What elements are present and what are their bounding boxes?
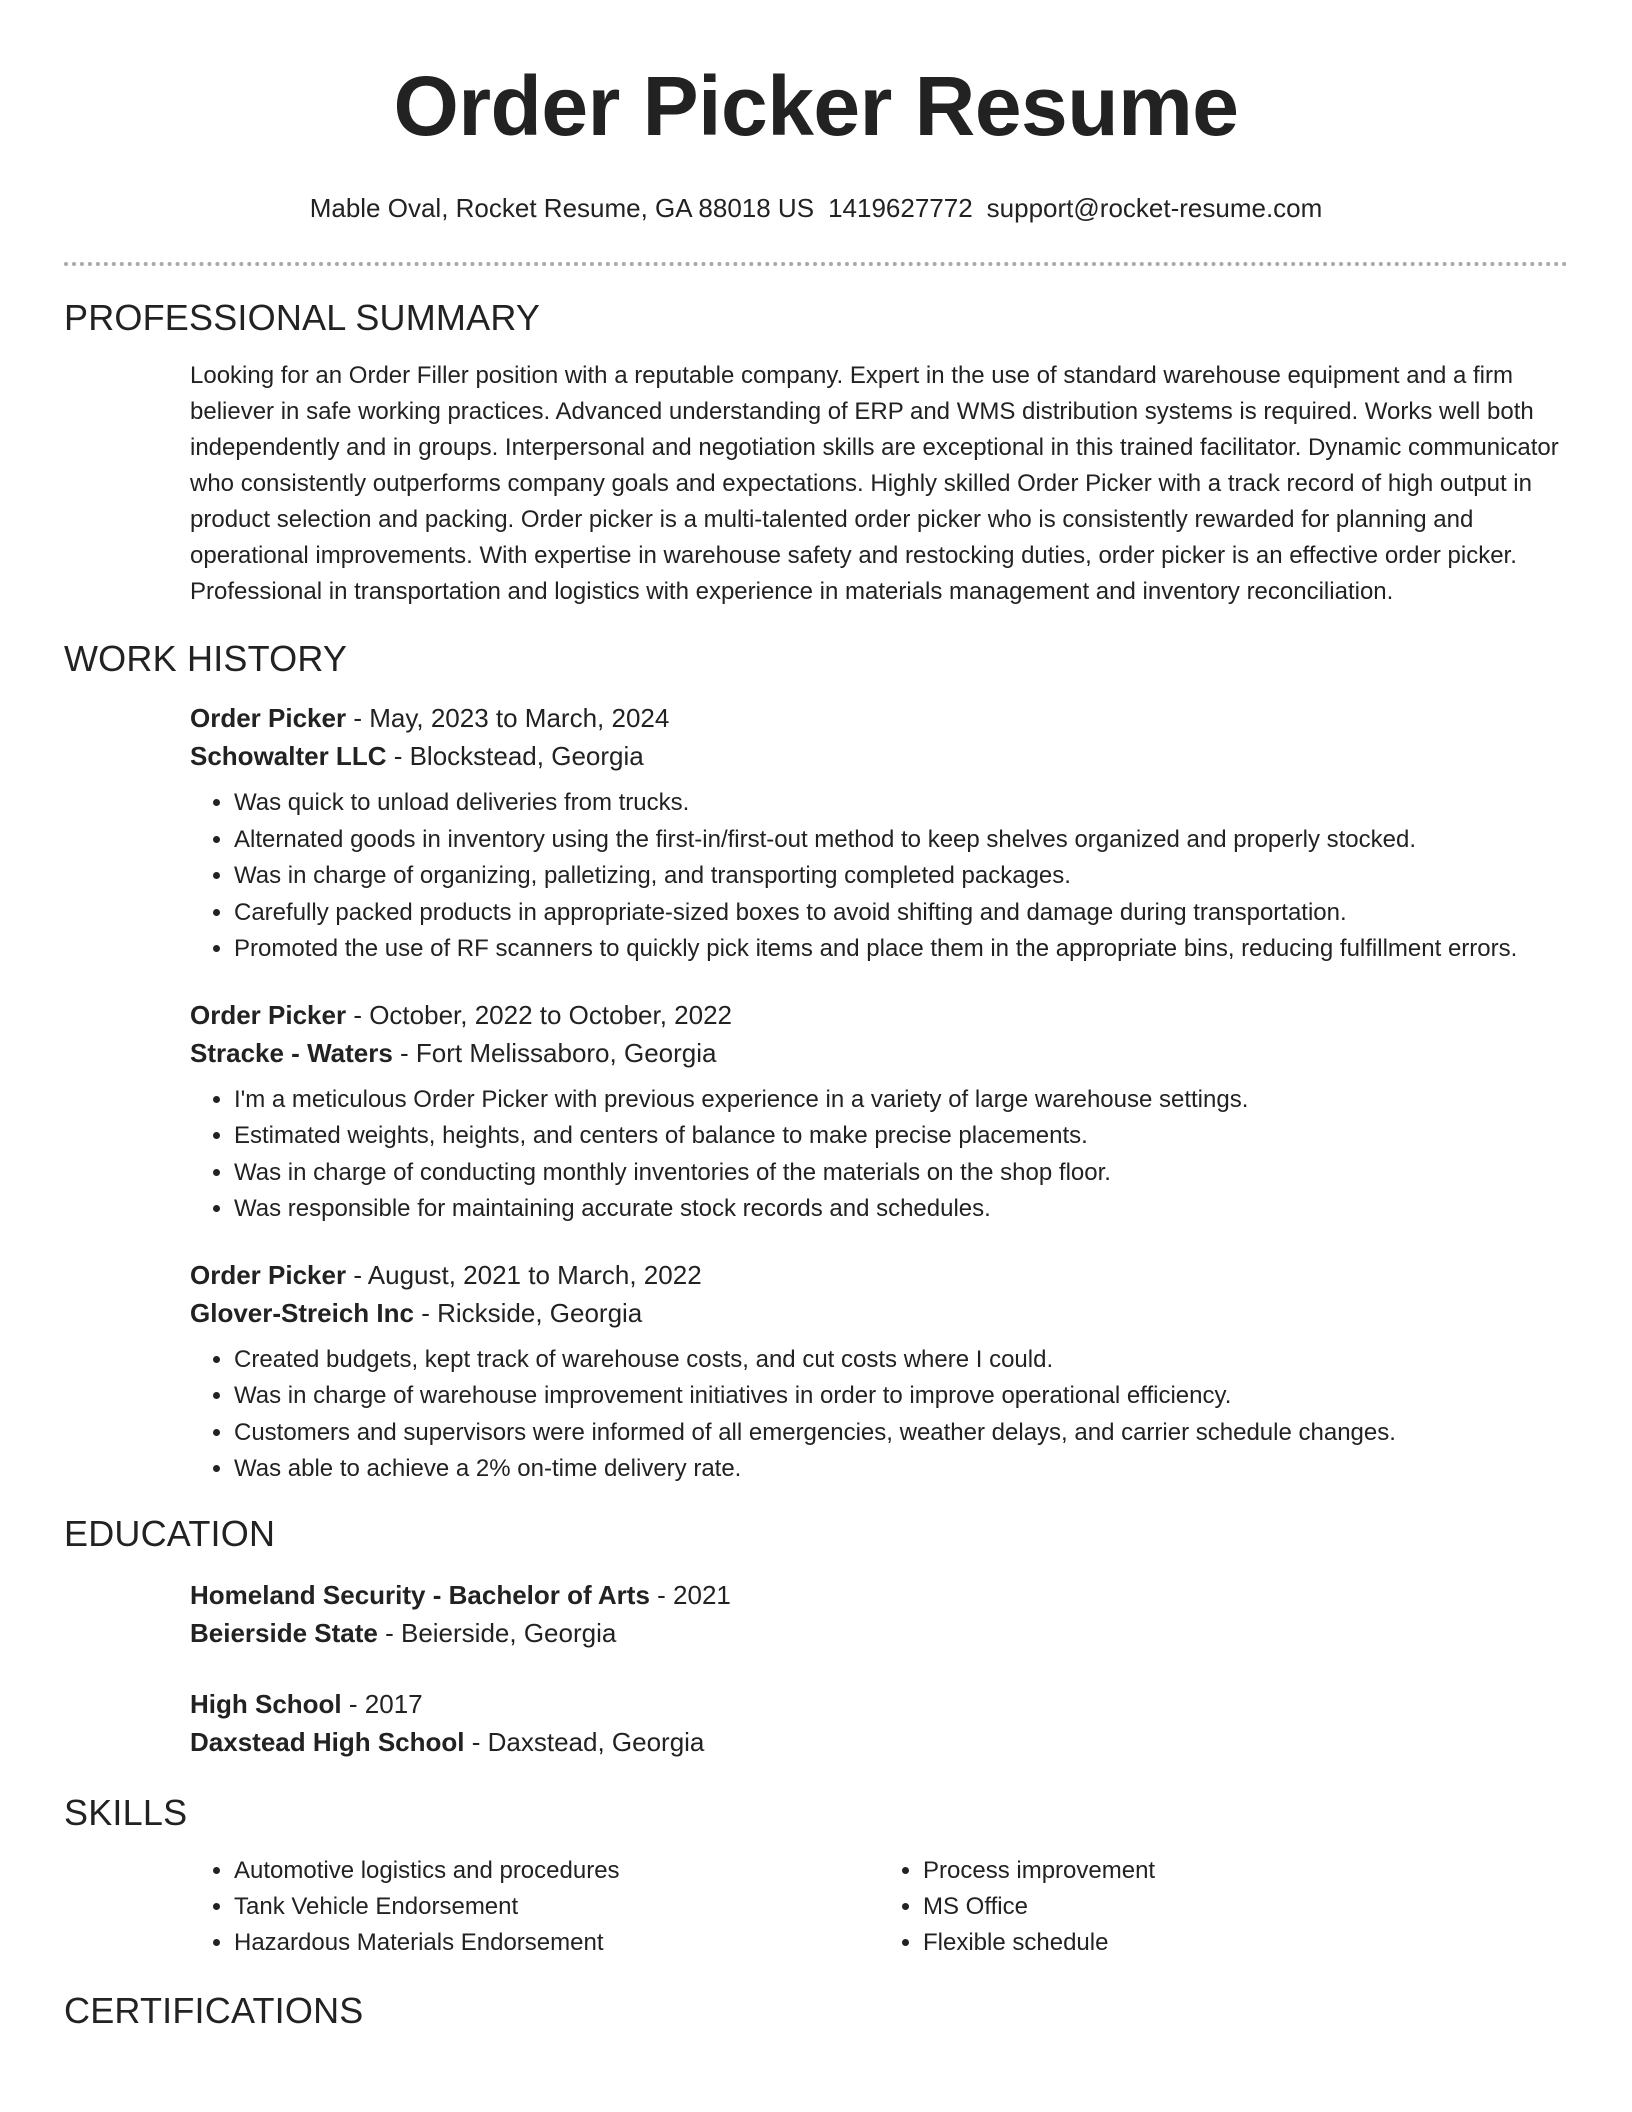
job-title-line [190,996,1568,1034]
job-company-line [190,1294,1568,1332]
job-entry [190,699,1568,968]
job-bullets [190,785,1568,968]
list-item: • Created budgets, kept track of warehouse costs, and cut costs where I could. [234,1342,1568,1379]
job-title: Order Picker [190,999,347,1030]
job-location: - Fort Melissaboro, Georgia [392,1037,717,1068]
list-item: • Estimated weights, heights, and centers of balance to make precise placements. [234,1118,1568,1155]
education-degree-line [190,1685,1568,1723]
education-school-line [190,1614,1568,1652]
job-title-line [190,1256,1568,1294]
list-item: • Was in charge of warehouse improvement initiatives in order to improve operational efficiency. [234,1378,1568,1415]
education-school: Beierside State [190,1617,378,1648]
job-company: Glover-Streich Inc [190,1297,414,1328]
education-year: - 2017 [341,1688,423,1719]
education-entry [190,1576,1568,1652]
section-heading-education: EDUCATION [64,1512,276,1554]
list-item: • Was quick to unload deliveries from trucks. [234,785,1568,822]
education-degree: Homeland Security - Bachelor of Arts [190,1579,650,1610]
education-degree: High School [190,1688,342,1719]
list-item: • Carefully packed products in appropriate-sized boxes to avoid shifting and damage during transportation. [234,895,1568,932]
list-item: • Alternated goods in inventory using the first-in/first-out method to keep shelves organized and properly stocked. [234,822,1568,859]
summary-text: Looking for an Order Filler position with a reputable company. Expert in the use of standard warehouse equipment and a firm believer in safe working practices. Advanced understanding of ERP and WMS distribution systems is required. Works well both independently and in groups. Interpersonal and negotiation skills are exceptional in this trained facilitator. Dynamic communicator who consistently outperforms company goals and expectations. Highly skilled Order Picker with a track record of high output in product selection and packing. Order picker is a multi-talented order picker who is consistently rewarded for planning and operational improvements. With expertise in warehouse safety and restocking duties, order picker is an effective order picker. Professional in transportation and logistics with experience in materials management and inventory reconciliation. [190,362,1559,605]
job-location: - Rickside, Georgia [413,1297,643,1328]
skill-item: • Tank Vehicle Endorsement [234,1889,879,1925]
skill-item: • Hazardous Materials Endorsement [234,1925,879,1961]
education-year: - 2021 [649,1579,731,1610]
list-item: • Was responsible for maintaining accurate stock records and schedules. [234,1191,1568,1228]
resume-title: Order Picker Resume [393,59,1239,153]
job-company: Stracke - Waters [190,1037,393,1068]
job-bullets [190,1082,1568,1228]
list-item: • I'm a meticulous Order Picker with previous experience in a variety of large warehouse settings. [234,1082,1568,1119]
skills-columns [190,1853,1568,1961]
education-location: - Daxstead, Georgia [464,1726,705,1757]
section-heading-work-history: WORK HISTORY [64,638,348,679]
contact-email: support@rocket-resume.com [986,193,1323,223]
education-school: Daxstead High School [190,1726,465,1757]
job-title: Order Picker [190,1259,347,1290]
skills-list-left [190,1853,879,1961]
section-heading-certifications: CERTIFICATIONS [64,1989,364,2031]
list-item: • Was able to achieve a 2% on-time delivery rate. [234,1451,1568,1488]
contact-address: Mable Oval, Rocket Resume, GA 88018 US [309,193,815,223]
education-degree-line [190,1576,1568,1614]
skills-list-right [879,1853,1568,1961]
header-divider [64,262,1568,266]
job-company-line [190,1034,1568,1072]
skill-item: • Flexible schedule [923,1925,1568,1961]
education-school-line [190,1723,1568,1761]
job-dates: - October, 2022 to October, 2022 [346,999,733,1030]
job-location: - Blockstead, Georgia [386,741,644,771]
job-title: Order Picker [190,703,347,733]
education-location: - Beierside, Georgia [377,1617,617,1648]
job-dates: - May, 2023 to March, 2024 [346,703,670,733]
job-title-line [190,699,1568,737]
job-bullets [190,1342,1568,1488]
job-entry [190,1256,1568,1488]
contact-phone: 1419627772 [828,193,973,223]
list-item: • Was in charge of organizing, palletizing, and transporting completed packages. [234,858,1568,895]
education-entry [190,1685,1568,1761]
skill-item: • Automotive logistics and procedures [234,1853,879,1889]
contact-line [64,192,1568,224]
section-heading-summary: PROFESSIONAL SUMMARY [64,297,541,338]
list-item: • Was in charge of conducting monthly inventories of the materials on the shop floor. [234,1155,1568,1192]
summary-block [190,358,1568,610]
job-entry [190,996,1568,1228]
skill-item: • Process improvement [923,1853,1568,1889]
section-heading-skills: SKILLS [64,1791,188,1833]
job-dates: - August, 2021 to March, 2022 [346,1259,702,1290]
job-company: Schowalter LLC [190,741,387,771]
list-item: • Customers and supervisors were informed of all emergencies, weather delays, and carrier schedule changes. [234,1415,1568,1452]
skill-item: • MS Office [923,1889,1568,1925]
job-company-line [190,737,1568,775]
list-item: • Promoted the use of RF scanners to quickly pick items and place them in the appropriate bins, reducing fulfillment errors. [234,931,1568,968]
